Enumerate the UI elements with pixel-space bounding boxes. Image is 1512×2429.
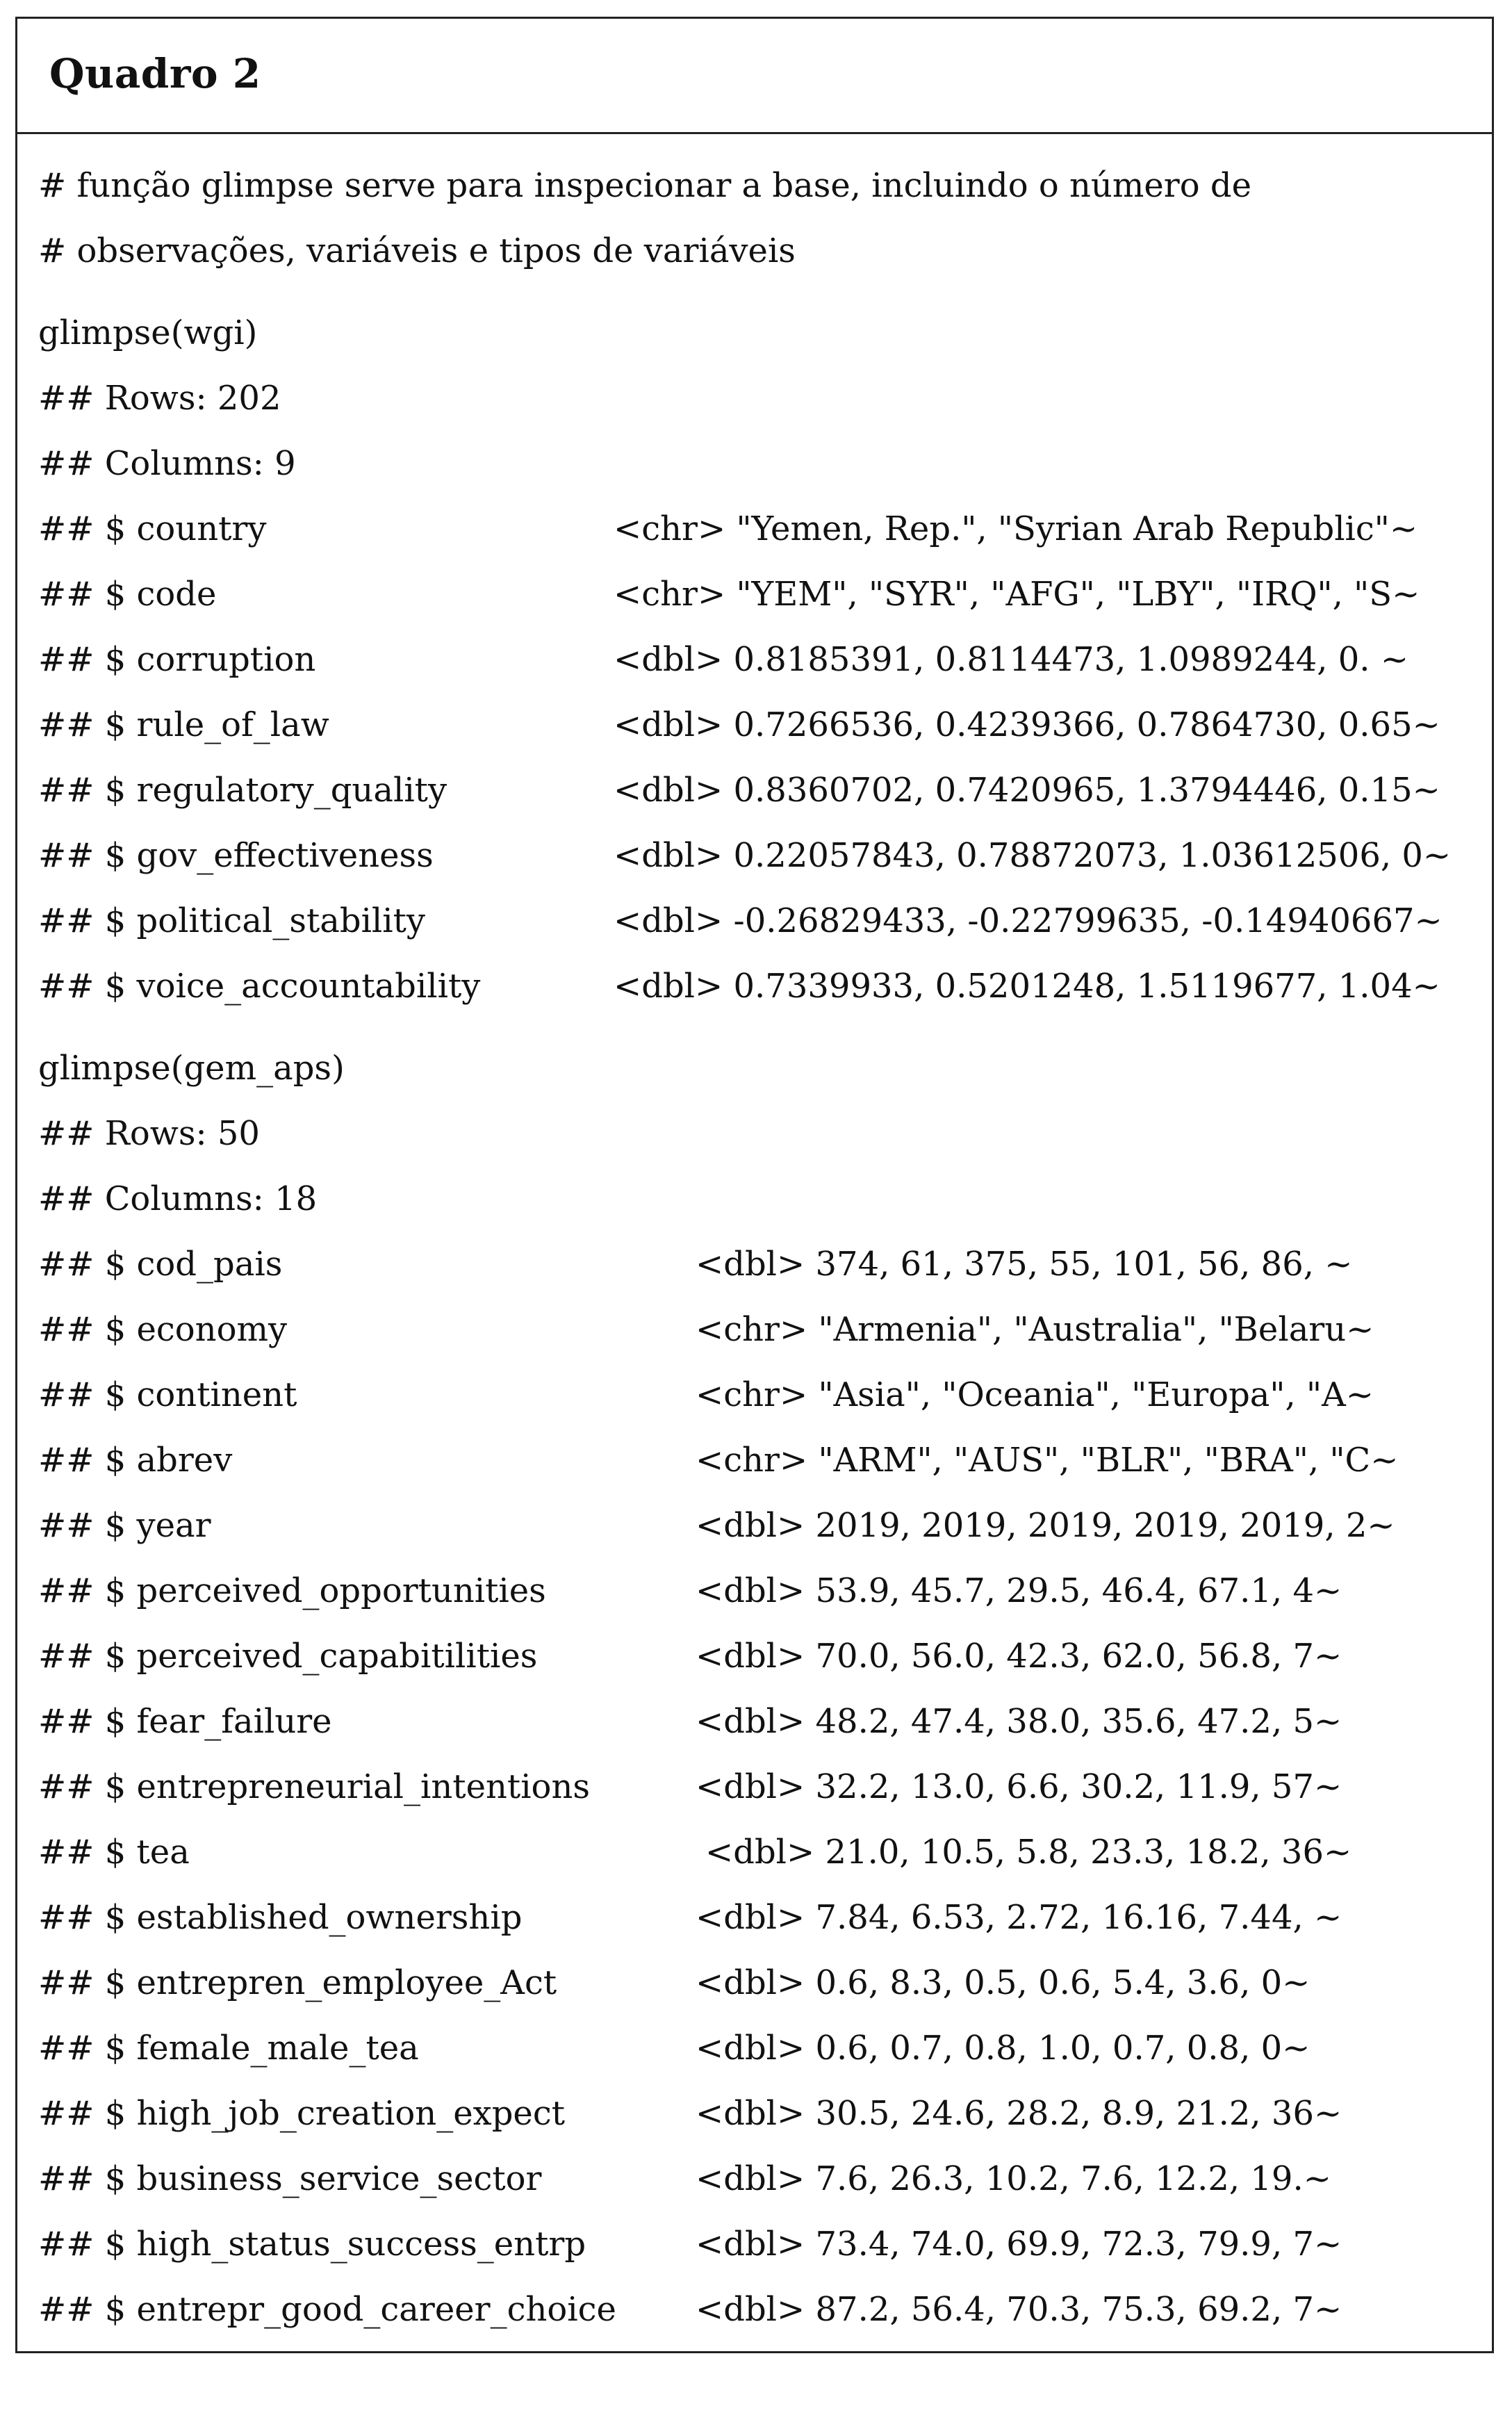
var-value: <chr> "ARM", "AUS", "BLR", "BRA", "C~ — [696, 1441, 1399, 1480]
wgi-var-row — [38, 575, 1478, 619]
gem-var-row — [38, 1310, 1478, 1355]
var-name: ## $ political_stability — [38, 901, 426, 940]
var-name: ## $ regulatory_quality — [38, 771, 447, 810]
var-name: ## $ cod_pais — [38, 1245, 283, 1284]
wgi-columns: ## Columns: 9 — [38, 444, 296, 483]
gem-var-row — [38, 1506, 1478, 1551]
var-name: ## $ high_status_success_entrp — [38, 2225, 586, 2264]
gem-var-row — [38, 1639, 1478, 1681]
wgi-rows: ## Rows: 202 — [38, 379, 281, 418]
gem-var-row — [38, 1702, 1478, 1747]
gem-var-row — [38, 1767, 1478, 1812]
var-name: ## $ gov_effectiveness — [38, 836, 434, 875]
var-name: ## $ entrepr_good_career_choice — [38, 2290, 616, 2329]
comment-line-2: # observações, variáveis e tipos de variáveis — [38, 231, 796, 270]
var-value: <dbl> 32.2, 13.0, 6.6, 30.2, 11.9, 57~ — [696, 1767, 1342, 1806]
var-name: ## $ country — [38, 509, 267, 548]
var-name: ## $ perceived_capabitilities — [38, 1637, 538, 1676]
var-name: ## $ tea — [38, 1833, 190, 1872]
var-name: ## $ rule_of_law — [38, 705, 329, 744]
gem-var-row — [38, 1571, 1478, 1616]
var-value: <dbl> 70.0, 56.0, 42.3, 62.0, 56.8, 7~ — [696, 1637, 1342, 1676]
var-name: ## $ entrepreneurial_intentions — [38, 1767, 590, 1806]
var-value: <dbl> 2019, 2019, 2019, 2019, 2019, 2~ — [696, 1506, 1395, 1545]
gem-call: glimpse(gem_aps) — [38, 1049, 345, 1088]
var-value: <dbl> 21.0, 10.5, 5.8, 23.3, 18.2, 36~ — [705, 1833, 1352, 1872]
var-value: <chr> "Asia", "Oceania", "Europa", "A~ — [696, 1375, 1374, 1414]
var-value: <chr> "YEM", "SYR", "AFG", "LBY", "IRQ", "S~ — [614, 575, 1420, 614]
gem-var-row — [38, 2227, 1478, 2269]
var-name: ## $ corruption — [38, 640, 316, 679]
wgi-var-row — [38, 509, 1478, 554]
var-value: <dbl> 0.6, 0.7, 0.8, 1.0, 0.7, 0.8, 0~ — [696, 2029, 1310, 2068]
var-value: <dbl> 87.2, 56.4, 70.3, 75.3, 69.2, 7~ — [696, 2290, 1342, 2329]
gem-var-row — [38, 1375, 1478, 1420]
var-value: <dbl> 374, 61, 375, 55, 101, 56, 86, ~ — [696, 1245, 1353, 1284]
var-value: <dbl> 0.7339933, 0.5201248, 1.5119677, 1.04~ — [614, 967, 1440, 1006]
var-name: ## $ voice_accountability — [38, 967, 481, 1006]
gem-var-row — [38, 1963, 1478, 2008]
var-name: ## $ code — [38, 575, 217, 614]
wgi-call: glimpse(wgi) — [38, 313, 258, 352]
gem-columns: ## Columns: 18 — [38, 1179, 318, 1218]
gem-var-row — [38, 2094, 1478, 2138]
var-value: <dbl> 73.4, 74.0, 69.9, 72.3, 79.9, 7~ — [696, 2225, 1342, 2264]
var-name: ## $ female_male_tea — [38, 2029, 419, 2068]
var-name: ## $ high_job_creation_expect — [38, 2094, 565, 2133]
page-title: Quadro 2 — [49, 50, 261, 97]
var-name: ## $ economy — [38, 1310, 288, 1349]
var-value: <dbl> 7.84, 6.53, 2.72, 16.16, 7.44, ~ — [696, 1898, 1342, 1937]
var-value: <dbl> 0.8185391, 0.8114473, 1.0989244, 0. ~ — [614, 640, 1409, 679]
wgi-var-row — [38, 901, 1478, 946]
quadro-box — [15, 17, 1494, 2353]
var-value: <dbl> -0.26829433, -0.22799635, -0.14940667~ — [614, 901, 1443, 940]
gem-var-row — [38, 2290, 1478, 2334]
comment-line-1: # função glimpse serve para inspecionar a base, incluindo o número de — [38, 166, 1251, 205]
var-value: <dbl> 48.2, 47.4, 38.0, 35.6, 47.2, 5~ — [696, 1702, 1342, 1741]
gem-var-row — [38, 2159, 1478, 2204]
var-name: ## $ abrev — [38, 1441, 233, 1480]
gem-var-row — [38, 1898, 1478, 1943]
var-value: <chr> "Yemen, Rep.", "Syrian Arab Republic"~ — [614, 509, 1418, 548]
var-value: <dbl> 0.22057843, 0.78872073, 1.03612506, 0~ — [614, 836, 1452, 875]
var-value: <dbl> 0.6, 8.3, 0.5, 0.6, 5.4, 3.6, 0~ — [696, 1963, 1310, 2002]
var-name: ## $ perceived_opportunities — [38, 1571, 546, 1610]
wgi-var-row — [38, 771, 1478, 815]
var-value: <dbl> 53.9, 45.7, 29.5, 46.4, 67.1, 4~ — [696, 1571, 1342, 1610]
var-name: ## $ entrepren_employee_Act — [38, 1963, 557, 2002]
gem-var-row — [38, 1835, 1478, 1877]
wgi-var-row — [38, 640, 1478, 685]
var-name: ## $ fear_failure — [38, 1702, 332, 1741]
var-name: ## $ continent — [38, 1375, 297, 1414]
gem-var-row — [38, 1245, 1478, 1289]
wgi-var-row — [38, 967, 1478, 1011]
var-value: <dbl> 0.7266536, 0.4239366, 0.7864730, 0.65~ — [614, 705, 1440, 744]
var-value: <dbl> 7.6, 26.3, 10.2, 7.6, 12.2, 19.~ — [696, 2159, 1331, 2198]
gem-rows: ## Rows: 50 — [38, 1114, 260, 1153]
var-value: <dbl> 30.5, 24.6, 28.2, 8.9, 21.2, 36~ — [696, 2094, 1342, 2133]
var-name: ## $ established_ownership — [38, 1898, 523, 1937]
wgi-var-row — [38, 836, 1478, 881]
title-bar — [17, 19, 1492, 134]
var-value: <chr> "Armenia", "Australia", "Belaru~ — [696, 1310, 1374, 1349]
wgi-var-row — [38, 705, 1478, 750]
var-value: <dbl> 0.8360702, 0.7420965, 1.3794446, 0.15~ — [614, 771, 1440, 810]
gem-var-row — [38, 2031, 1478, 2073]
var-name: ## $ business_service_sector — [38, 2159, 542, 2198]
gem-var-row — [38, 1441, 1478, 1485]
var-name: ## $ year — [38, 1506, 211, 1545]
